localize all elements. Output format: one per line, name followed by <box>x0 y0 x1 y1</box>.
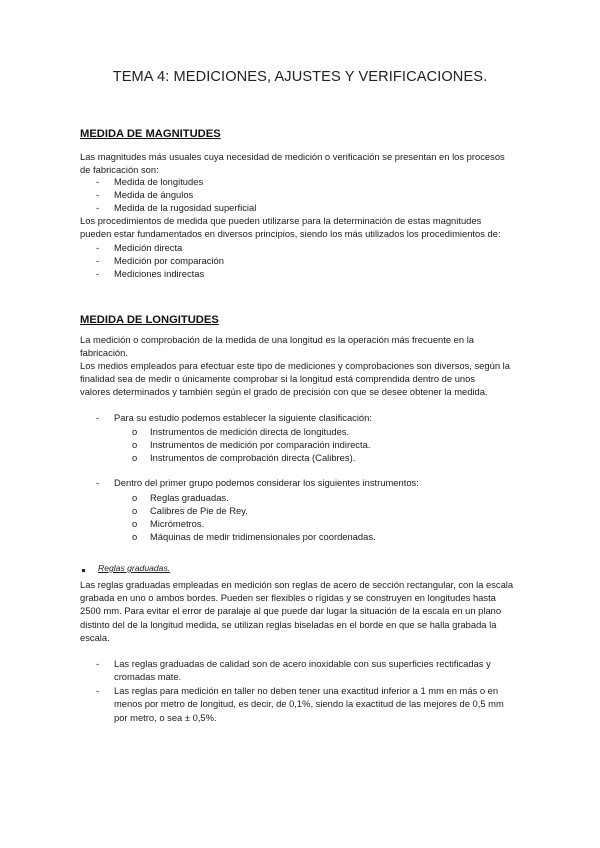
dash-marker: - <box>96 412 100 423</box>
paragraph-line: grabada en uno o ambos bordes. Pueden ser flexibles o rígidas y se construyen en longitudes hasta <box>80 592 496 603</box>
paragraph-line: fabricación. <box>80 347 128 358</box>
paragraph-line: Los medios empleados para efectuar este tipo de mediciones y comprobaciones son diversos, según la <box>80 360 510 371</box>
paragraph-line: pueden estar fundamentados en diversos principios, siendo los más utilizados los procedimientos de: <box>80 228 501 239</box>
paragraph-line: de fabricación son: <box>80 164 159 175</box>
list-item-text: cromadas mate. <box>114 671 182 682</box>
square-bullet-icon <box>82 569 85 572</box>
circle-marker: o <box>132 518 138 529</box>
circle-marker: o <box>132 505 138 516</box>
list-item-text: Medición por comparación <box>114 255 224 266</box>
dash-marker: - <box>96 658 100 669</box>
heading-medida-de-magnitudes: MEDIDA DE MAGNITUDES <box>80 128 221 140</box>
list-item-text: por metro, o sea ± 0,5%. <box>114 712 217 723</box>
list-item-text: Las reglas para medición en taller no deben tener una exactitud inferior a 1 mm en más o en <box>114 685 499 696</box>
dash-marker: - <box>96 268 100 279</box>
list-item-text: Micrómetros. <box>150 518 205 529</box>
dash-marker: - <box>96 242 100 253</box>
paragraph-line: distinto del de la longitud medida, se utilizan reglas biseladas en el borde en que se halla grabada la <box>80 619 497 630</box>
list-item-text: menos por metro de longitud, es decir, de 0,1%, siendo la exactitud de las mejores de 0,5 mm <box>114 698 504 709</box>
dash-marker: - <box>96 685 100 696</box>
paragraph-line: Los procedimientos de medida que pueden utilizarse para la determinación de estas magnitudes <box>80 215 482 226</box>
paragraph-line: valores determinados y también según el grado de precisión con que se desee obtener la medida. <box>80 386 488 397</box>
list-item-text: Instrumentos de medición por comparación indirecta. <box>150 439 371 450</box>
subheading-reglas-graduadas: Reglas graduadas. <box>98 563 171 573</box>
paragraph-line: escala. <box>80 632 110 643</box>
list-item-text: Reglas graduadas. <box>150 492 229 503</box>
dash-marker: - <box>96 176 100 187</box>
list-item-text: Dentro del primer grupo podemos considerar los siguientes instrumentos: <box>114 477 419 488</box>
list-item-text: Para su estudio podemos establecer la siguiente clasificación: <box>114 412 372 423</box>
dash-marker: - <box>96 255 100 266</box>
heading-medida-de-longitudes: MEDIDA DE LONGITUDES <box>80 314 219 326</box>
dash-marker: - <box>96 477 100 488</box>
list-item-text: Las reglas graduadas de calidad son de acero inoxidable con sus superficies rectificadas y <box>114 658 491 669</box>
list-item-text: Instrumentos de medición directa de longitudes. <box>150 426 350 437</box>
list-item-text: Medida de la rugosidad superficial <box>114 202 257 213</box>
dash-marker: - <box>96 202 100 213</box>
list-item-text: Medición directa <box>114 242 183 253</box>
list-item-text: Calibres de Pie de Rey. <box>150 505 248 516</box>
paragraph-line: Las magnitudes más usuales cuya necesidad de medición o verificación se presentan en los procesos <box>80 151 505 162</box>
circle-marker: o <box>132 452 138 463</box>
paragraph-line: 2500 mm. Para evitar el error de paralaje al que puede dar lugar la situación de la escala en un plano <box>80 605 502 616</box>
list-item-text: Medida de ángulos <box>114 189 194 200</box>
paragraph-line: finalidad sea de medir o únicamente comprobar si la longitud está comprendida dentro de unos <box>80 373 476 384</box>
list-item-text: Máquinas de medir tridimensionales por coordenadas. <box>150 531 376 542</box>
paragraph-line: Las reglas graduadas empleadas en medición son reglas de acero de sección rectangular, con la escala <box>80 579 514 590</box>
circle-marker: o <box>132 492 138 503</box>
page-title: TEMA 4: MEDICIONES, AJUSTES Y VERIFICACIONES. <box>112 69 488 85</box>
list-item-text: Instrumentos de comprobación directa (Calibres). <box>150 452 356 463</box>
circle-marker: o <box>132 426 138 437</box>
paragraph-line: La medición o comprobación de la medida de una longitud es la operación más frecuente en la <box>80 334 475 345</box>
circle-marker: o <box>132 531 138 542</box>
circle-marker: o <box>132 439 138 450</box>
list-item-text: Medida de longitudes <box>114 176 204 187</box>
list-item-text: Mediciones indirectas <box>114 268 205 279</box>
dash-marker: - <box>96 189 100 200</box>
